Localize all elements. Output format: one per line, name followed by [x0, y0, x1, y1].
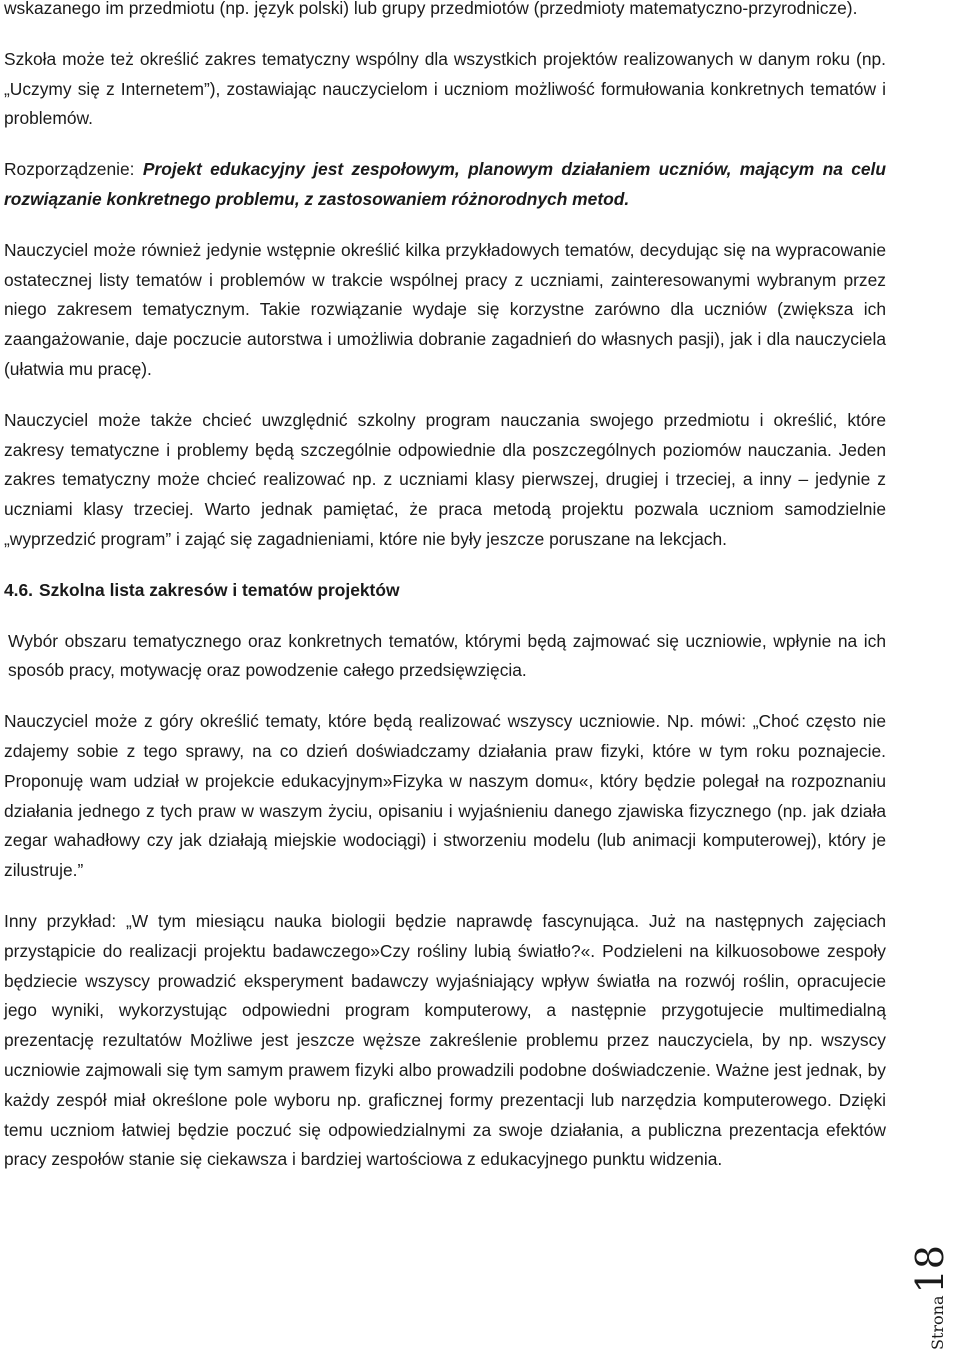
section-number: 4.6.: [4, 579, 34, 600]
paragraph-topic-choice: Wybór obszaru tematycznego oraz konkretnych tematów, którymi będą zajmować się uczniowie, wpłynie na ich sposób pracy, motywację oraz powodzenie całego przedsięwzięcia.: [8, 630, 886, 681]
section-title: Szkolna lista zakresów i tematów projektów: [39, 579, 400, 600]
paragraph-physics-example: Nauczyciel może z góry określić tematy, które będą realizować wszyscy uczniowie. Np. mówi: „Choć często nie zdajemy sobie z tego sprawy, na co dzień doświadczamy działania praw fizyki, które w tym roku poznajecie. Proponuję wam udział w projekcie edukacyjnym»Fizyka w naszym domu«, który będzie polegał na rozpoznaniu działania jednego z tych praw w waszym życiu, opisaniu i wyjaśnieniu danego zjawiska fizycznego (np. jak działa zegar wahadłowy czy jak działają miejskie wodociągi) i stworzeniu modelu (lub animacji komputerowej), który je zilustruje.”: [4, 711, 886, 881]
section-heading: [4, 576, 886, 606]
page-footer: [908, 1230, 958, 1350]
paragraph-subjects: wskazanego im przedmiotu (np. język polski) lub grupy przedmiotów (przedmioty matematyczno-przyrodnicze).: [4, 0, 858, 18]
paragraph-regulation: [4, 155, 886, 215]
document-page: [4, 0, 886, 1175]
regulation-definition: Projekt edukacyjny jest zespołowym, planowym działaniem uczniów, mającym na celu rozwiązanie konkretnego problemu, z zastosowaniem różnorodnych metod.: [4, 159, 886, 209]
regulation-label: Rozporządzenie:: [4, 159, 143, 180]
paragraph-teacher-topics: Nauczyciel może również jedynie wstępnie określić kilka przykładowych tematów, decydując się na wypracowanie ostatecznej listy tematów i problemów w trakcie wspólnej pracy z uczniami, zainteresowanymi wybranym przez niego zakresem tematycznym. Takie rozwiązanie wydaje się korzystne zarówno dla uczniów (zwiększa ich zaangażowanie, daje poczucie autorstwa i umożliwia dobranie zagadnień do własnych pasji), jak i dla nauczyciela (ułatwia mu pracę).: [4, 239, 886, 379]
paragraph-curriculum: Nauczyciel może także chcieć uwzględnić szkolny program nauczania swojego przedmiotu i określić, które zakresy tematyczne i problemy będą szczególnie odpowiednie dla poszczególnych poziomów nauczania. Jeden zakres tematyczny może chcieć realizować np. z uczniami klasy pierwszej, drugiej i trzeciej, a inny – jedynie z uczniami klasy trzeciej. Warto jednak pamiętać, że praca metodą projektu pozwala uczniom samodzielnie „wyprzedzić program” i zająć się zagadnieniami, które nie były jeszcze poruszane na lekcjach.: [4, 409, 886, 549]
page-label: Strona: [928, 1295, 947, 1350]
paragraph-school-scope: Szkoła może też określić zakres tematyczny wspólny dla wszystkich projektów realizowanych w danym roku (np. „Uczymy się z Internetem”), zostawiając nauczycielom i uczniom możliwość formułowania konkretnych tematów i problemów.: [4, 48, 886, 129]
page-number-vertical: [908, 1245, 952, 1350]
page-number: 18: [908, 1245, 952, 1294]
paragraph-biology-example: Inny przykład: „W tym miesiącu nauka biologii będzie naprawdę fascynująca. Już na następnych zajęciach przystąpicie do realizacji projektu badawczego»Czy rośliny lubią światło?«. Podzieleni na kilkuosobowe zespoły będziecie wszyscy prowadzić eksperyment badawczy wyjaśniający wpływ światła na rozwój roślin, opracujecie jego wyniki, wykorzystując odpowiedni program komputerowy, a następnie przygotujecie multimedialną prezentację rezultatów Możliwe jest jeszcze węższe zakreślenie problemu przez nauczyciela, by np. wszyscy uczniowie zajmowali się tym samym prawem fizyki albo prowadzili podobne doświadczenie. Ważne jest jednak, by każdy zespół miał określone pole wyboru np. graficznej formy prezentacji lub narzędzia komputerowego. Dzięki temu uczniom łatwiej będzie poczuć się odpowiedzialnymi za swoje działania, a publiczna prezentacja efektów pracy zespołów stanie się ciekawsza i bardziej wartościowa z edukacyjnego punktu widzenia.: [4, 910, 886, 1170]
